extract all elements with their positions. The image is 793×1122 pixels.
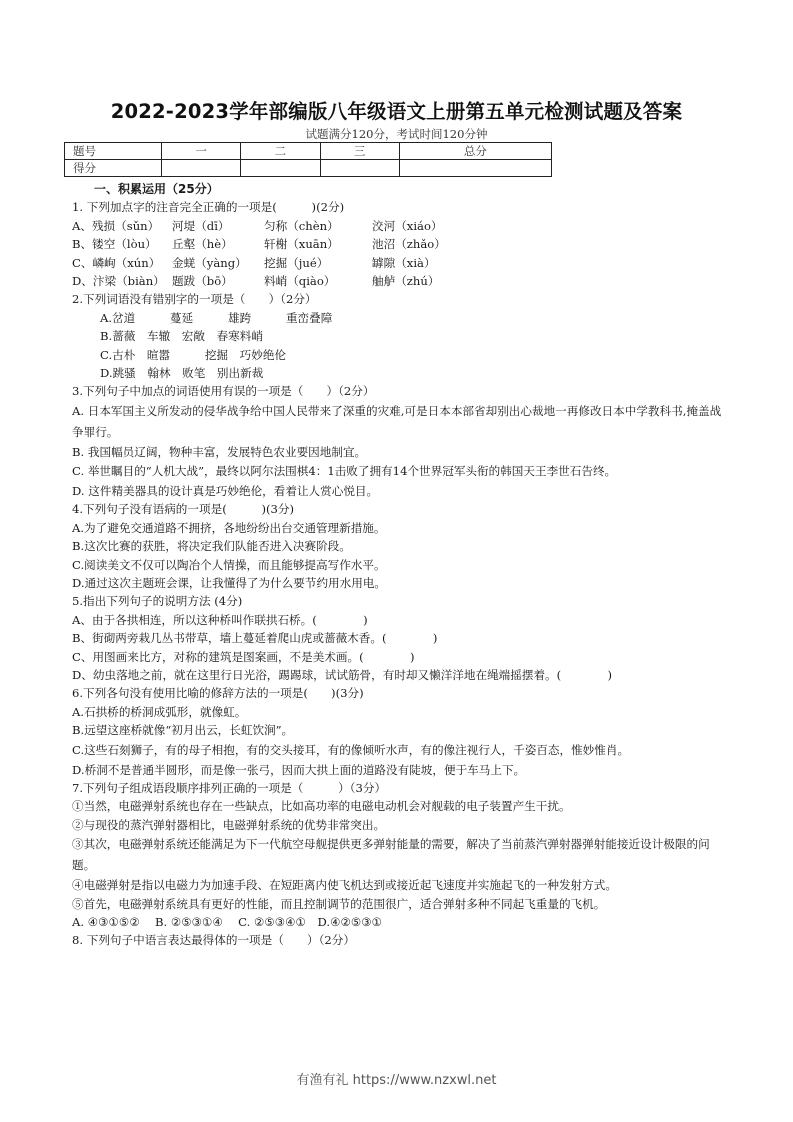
q1-c-1: C、嶙峋（xún） (72, 255, 161, 270)
q1-a-2: 河堤（dī） (172, 218, 230, 233)
question-3-option-c: C. 举世瞩目的“人机大战”，最终以阿尔法围棋4：1击败了拥有14个世界冠军头衔的韩国天王李世石告终。 (72, 464, 617, 479)
question-4-option-c: C.阅读美文不仅可以陶冶个人情操，而且能够提高写作水平。 (72, 557, 386, 572)
question-2-option-c: C.古朴 暄嚣 挖掘 巧妙绝伦 (100, 347, 287, 362)
q1-a-4: 洨河（xiáo） (372, 218, 443, 233)
question-7-sentence-2: ②与现役的蒸汽弹射器相比，电磁弹射系统的优势非常突出。 (72, 817, 386, 832)
score-cell-1 (162, 160, 241, 177)
q1-d-3: 料峭（qiào） (264, 273, 336, 288)
question-5-option-b: B、街砌两旁栽几丛书带草，墙上蔓延着爬山虎或蔷薇木香。( ) (72, 631, 438, 646)
q1-b-2: 丘壑（hè） (172, 237, 233, 252)
question-4-option-b: B.这次比赛的获胜，将决定我们队能否进入决赛阶段。 (72, 539, 351, 554)
score-header-1: 一 (162, 143, 241, 160)
q1-d-4: 舳舻（zhú） (372, 273, 440, 288)
q1-b-4: 池沼（zhǎo） (372, 237, 446, 252)
question-3-option-b: B. 我国幅员辽阔，物种丰富，发展特色农业要因地制宜。 (72, 444, 367, 459)
q1-c-3: 挖掘（jué） (264, 255, 329, 270)
score-header-label: 题号 (65, 143, 162, 160)
section-heading: 一、积累运用（25分） (94, 182, 219, 196)
question-2-option-b: B.蔷薇 车辙 宏敞 春寒料峭 (100, 329, 263, 344)
score-table (64, 142, 552, 177)
question-1-option-d (72, 272, 732, 290)
score-cell-3 (320, 160, 399, 177)
question-4-stem: 4.下列句子没有语病的一项是( )(3分) (72, 502, 295, 517)
question-5-stem: 5.指出下列句子的说明方法 (4分) (72, 594, 243, 609)
score-table-header-row (65, 143, 552, 160)
score-header-total: 总分 (399, 143, 551, 160)
document-subtitle: 试题满分120分，考试时间120分钟 (305, 127, 488, 141)
document-title: 2022-2023学年部编版八年级语文上册第五单元检测试题及答案 (110, 100, 683, 123)
question-1-option-b (72, 235, 732, 253)
score-cell-2 (241, 160, 320, 177)
question-7-sentence-3: ③其次，电磁弹射系统还能满足为下一代航空母舰提供更多弹射能量的需要，解决了当前蒸汽弹射器弹射能接近设计极限的问题。 (72, 837, 710, 873)
score-header-3: 三 (320, 143, 399, 160)
q1-d-1: D、汴梁（biàn） (72, 273, 165, 288)
score-header-2: 二 (241, 143, 320, 160)
question-5-option-d: D、幼虫落地之前，就在这里行日光浴，踢踢球，试试筋骨，有时却又懒洋洋地在绳端摇摆着。( ) (72, 667, 613, 682)
question-8-stem: 8. 下列句子中语言表达最得体的一项是（ ）（2分） (72, 933, 355, 948)
question-6-option-b: B.远望这座桥就像“初月出云，长虹饮涧”。 (72, 723, 294, 738)
question-6-option-a: A.石拱桥的桥洞成弧形，就像虹。 (72, 704, 247, 719)
score-table-score-row (65, 160, 552, 177)
q1-a-3: 匀称（chèn） (264, 218, 339, 233)
question-6-option-c: C.这些石刻狮子，有的母子相抱，有的交头接耳，有的像倾听水声，有的像注视行人，千姿百态，惟妙惟肖。 (72, 742, 630, 757)
question-body (72, 180, 732, 950)
question-7-choices: A. ④③①⑤② B. ②⑤③①④ C. ②⑤③④① D.④②⑤③① (72, 914, 383, 929)
q1-c-2: 金蜣（yàng） (172, 255, 247, 270)
question-1-stem: 1. 下列加点字的注音完全正确的一项是( )(2分) (72, 200, 345, 215)
question-1-option-c (72, 254, 732, 272)
question-7-stem: 7.下列句子组成语段顺序排列正确的一项是（ ）（3分） (72, 780, 387, 795)
question-2-option-a: A.岔道 蔓延 雄跨 重峦叠障 (100, 310, 333, 325)
question-3-stem: 3.下列句子中加点的词语使用有误的一项是（ ）（2分） (72, 384, 375, 399)
q1-d-2: 题跋（bō） (172, 273, 233, 288)
question-6-option-d: D.桥洞不是普通半圆形，而是像一张弓，因而大拱上面的道路没有陡坡，便于车马上下。 (72, 762, 526, 777)
question-5-option-a: A、由于各拱相连，所以这种桥叫作联拱石桥。( ) (72, 612, 368, 627)
question-3-option-a: A. 日本军国主义所发动的侵华战争给中国人民带来了深重的灾难,可是日本本部省却别出心裁地一再修改日本中学教科书,掩盖战争罪行。 (72, 403, 722, 439)
question-2-option-d: D.跳骚 翰林 败笔 别出新裁 (100, 365, 264, 380)
q1-c-4: 罅隙（xià） (372, 255, 436, 270)
question-5-option-c: C、用图画来比方，对称的建筑是图案画，不是美术画。( ) (72, 649, 415, 664)
watermark-footer: 有渔有礼 https://www.nzxwl.net (296, 1073, 497, 1088)
question-4-option-a: A.为了避免交通道路不拥挤，各地纷纷出台交通管理新措施。 (72, 520, 386, 535)
question-7-sentence-5: ⑤首先，电磁弹射系统具有更好的性能，而且控制调节的范围很广，适合弹射多种不同起飞重量的飞机。 (72, 896, 606, 911)
question-2-stem: 2.下列词语没有错别字的一项是（ ）（2分） (72, 292, 317, 307)
q1-b-3: 轩榭（xuān） (264, 237, 339, 252)
q1-a-1: A、残损（sǔn） (72, 218, 160, 233)
question-7-sentence-1: ①当然，电磁弹射系统也存在一些缺点，比如高功率的电磁电动机会对舰载的电子装置产生干扰。 (72, 799, 571, 814)
question-1-option-a (72, 217, 732, 235)
question-3-option-d: D. 这件精美器具的设计真是巧妙绝伦，看着让人赏心悦目。 (72, 484, 379, 499)
score-cell-total (399, 160, 551, 177)
q1-b-1: B、镂空（lòu） (72, 237, 157, 252)
question-6-stem: 6.下列各句没有使用比喻的修辞方法的一项是( )(3分) (72, 686, 364, 701)
question-4-option-d: D.通过这次主题班会课，让我懂得了为什么要节约用水用电。 (72, 576, 387, 591)
question-7-sentence-4: ④电磁弹射是指以电磁力为加速手段、在短距离内使飞机达到或接近起飞速度并实施起飞的一种发射方式。 (72, 878, 617, 893)
score-row-label: 得分 (65, 160, 162, 177)
